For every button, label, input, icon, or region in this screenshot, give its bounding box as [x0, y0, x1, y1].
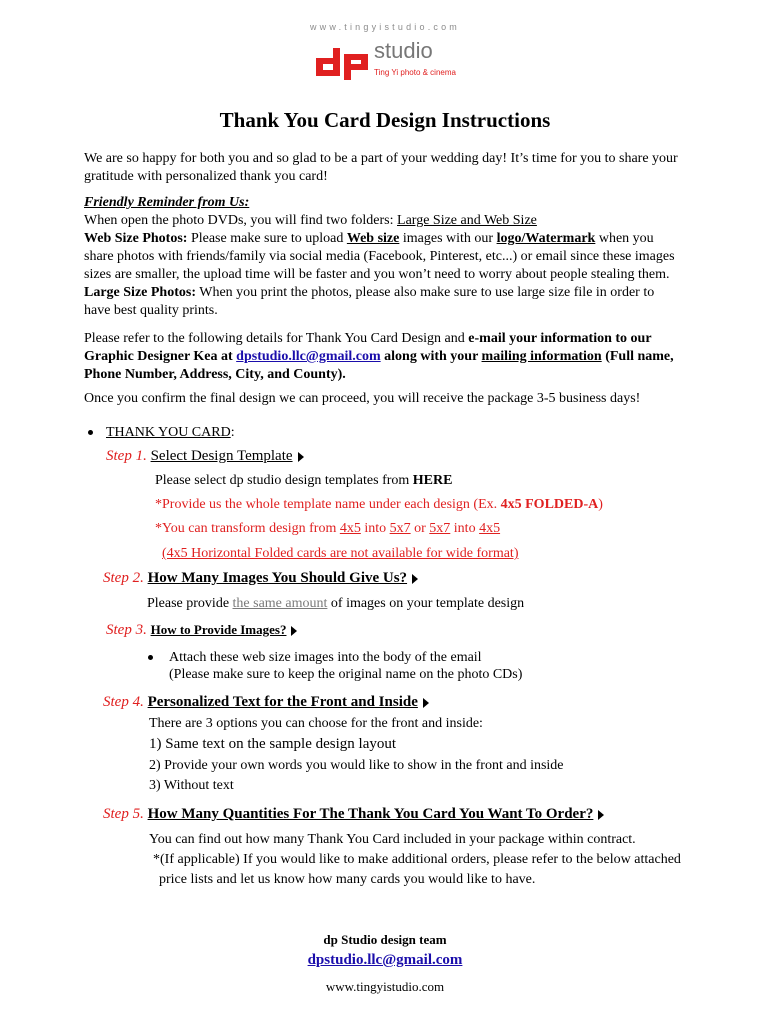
web-size-line-3: sizes are smaller, the upload time will be faster and you won’t need to worry about people stealing them.	[84, 267, 670, 282]
dp-logo-mark	[313, 38, 371, 82]
step-1-label: Step 1.	[106, 448, 147, 464]
section-label: THANK YOU CARD	[106, 425, 231, 440]
transform-text: *You can transform design from	[155, 521, 340, 536]
bullet-icon	[148, 655, 153, 660]
web-size-line-1	[84, 230, 654, 248]
web-size-text-2: images with our	[399, 231, 497, 246]
refer-line-2	[84, 348, 674, 366]
step-1-instruction	[155, 472, 452, 490]
note-template-text: *Provide us the whole template name under each design (Ex.	[155, 497, 501, 512]
step-4-heading	[103, 692, 429, 712]
step-3-item-1: Attach these web size images into the body of the email	[169, 650, 482, 665]
refer-text: Please refer to the following details for Thank You Card Design and	[84, 331, 469, 346]
refer-bold-3: along with your	[380, 349, 482, 364]
step-5-title: How Many Quantities For The Thank You Card You Want To Order?	[147, 806, 594, 822]
refer-bold-4: (Full name,	[601, 349, 674, 364]
step-5-label: Step 5.	[103, 806, 144, 822]
logo-studio-text: studio	[374, 38, 433, 63]
logo-watermark-emph: logo/Watermark	[496, 231, 596, 246]
large-size-text: When you print the photos, please also make sure to use large size file in order to	[195, 285, 655, 300]
note-template-example: 4x5 FOLDED-A	[500, 497, 599, 512]
web-size-text-1: Please make sure to upload	[187, 231, 347, 246]
folders-names: Large Size and Web Size	[397, 213, 537, 228]
step-4-option-3: 3) Without text	[149, 778, 234, 793]
size-5x7-b: 5x7	[429, 521, 451, 536]
step-3-label: Step 3.	[106, 622, 147, 638]
header-website: www.tingyistudio.com	[309, 22, 461, 32]
step-1-note-horizontal: (4x5 Horizontal Folded cards are not available for wide format)	[162, 546, 519, 561]
section-heading	[106, 424, 235, 442]
designer-email-link[interactable]: dpstudio.llc@gmail.com	[236, 349, 381, 364]
arrow-right-icon	[598, 810, 604, 820]
step-2-instruction	[147, 595, 524, 613]
step-4-option-2: 2) Provide your own words you would like to show in the front and inside	[149, 758, 564, 773]
arrow-right-icon	[412, 574, 418, 584]
step-5-line-2: *(If applicable) If you would like to make additional orders, please refer to the below attached	[153, 852, 681, 867]
step-4-label: Step 4.	[103, 694, 144, 710]
footer-email-wrap	[0, 952, 770, 969]
section-bullet	[88, 424, 93, 442]
reminder-folders	[84, 212, 537, 230]
refer-line-1	[84, 330, 652, 348]
arrow-right-icon	[291, 626, 297, 636]
or-text: or	[410, 521, 430, 536]
intro-line-2: gratitude with personalized thank you card!	[84, 169, 328, 184]
reminder-heading: Friendly Reminder from Us:	[84, 195, 250, 210]
mailing-information: mailing information	[481, 349, 602, 364]
large-size-line-1	[84, 284, 654, 302]
step-1-note-template	[155, 496, 603, 514]
footer-team: dp Studio design team	[323, 932, 447, 947]
step-5-line-1: You can find out how many Thank You Card included in your package within contract.	[149, 832, 636, 847]
refer-bold-2: Graphic Designer Kea at	[84, 349, 237, 364]
step-3-heading	[106, 620, 297, 640]
section-colon: :	[230, 425, 235, 440]
size-4x5: 4x5	[339, 521, 361, 536]
step-3-item-2: (Please make sure to keep the original name on the photo CDs)	[169, 667, 523, 682]
step-1-heading	[106, 446, 304, 466]
step-5-heading	[103, 804, 604, 824]
step-4-option-1: 1) Same text on the sample design layout	[149, 736, 397, 752]
size-4x5-b: 4x5	[479, 521, 501, 536]
web-size-label: Web Size Photos:	[84, 231, 188, 246]
refer-bold-1: e-mail your information to our	[468, 331, 652, 346]
step-4-title: Personalized Text for the Front and Inside	[147, 694, 418, 710]
large-size-label: Large Size Photos:	[84, 285, 196, 300]
size-5x7: 5x7	[389, 521, 411, 536]
intro-line-1: We are so happy for both you and so glad to be a part of your wedding day! It’s time for you to share your	[84, 151, 678, 166]
step-1-title: Select Design Template	[150, 448, 293, 464]
step-2-title: How Many Images You Should Give Us?	[147, 570, 408, 586]
arrow-right-icon	[423, 698, 429, 708]
dp-studio-logo	[313, 38, 463, 84]
footer-website: www.tingyistudio.com	[325, 979, 445, 994]
folders-prefix: When open the photo DVDs, you will find two folders:	[84, 213, 398, 228]
step-2-text-2: of images on your template design	[327, 596, 525, 611]
step-1-text: Please select dp studio design templates from	[155, 473, 413, 488]
here-link[interactable]: HERE	[412, 473, 453, 488]
step-1-note-transform	[155, 520, 500, 538]
note-template-close: )	[598, 497, 603, 512]
into-1: into	[360, 521, 390, 536]
into-2: into	[450, 521, 480, 536]
web-size-emph: Web size	[346, 231, 400, 246]
step-2-text-1: Please provide	[147, 596, 233, 611]
refer-line-3: Phone Number, Address, City, and County).	[84, 367, 346, 382]
page-title: Thank You Card Design Instructions	[219, 108, 551, 132]
step-2-heading	[103, 568, 418, 588]
confirm-text: Once you confirm the final design we can proceed, you will receive the package 3-5 business days!	[84, 391, 641, 406]
logo-tagline: Ting Yi photo & cinema	[374, 68, 456, 77]
bullet-icon	[88, 430, 93, 435]
arrow-right-icon	[298, 452, 304, 462]
step-2-label: Step 2.	[103, 570, 144, 586]
step-3-bullet	[148, 649, 153, 667]
web-size-line-2: share photos with friends/family via social media (Facebook, Pinterest, etc...) or email since these images	[84, 249, 675, 264]
web-size-text-3: when you	[595, 231, 654, 246]
large-size-line-2: have best quality prints.	[84, 303, 218, 318]
same-amount-link: the same amount	[232, 596, 328, 611]
step-3-title: How to Provide Images?	[150, 622, 287, 637]
step-5-line-3: price lists and let us know how many cards you would like to have.	[159, 872, 536, 887]
footer-email-link[interactable]: dpstudio.llc@gmail.com	[307, 952, 463, 968]
step-4-intro: There are 3 options you can choose for the front and inside:	[149, 716, 483, 731]
